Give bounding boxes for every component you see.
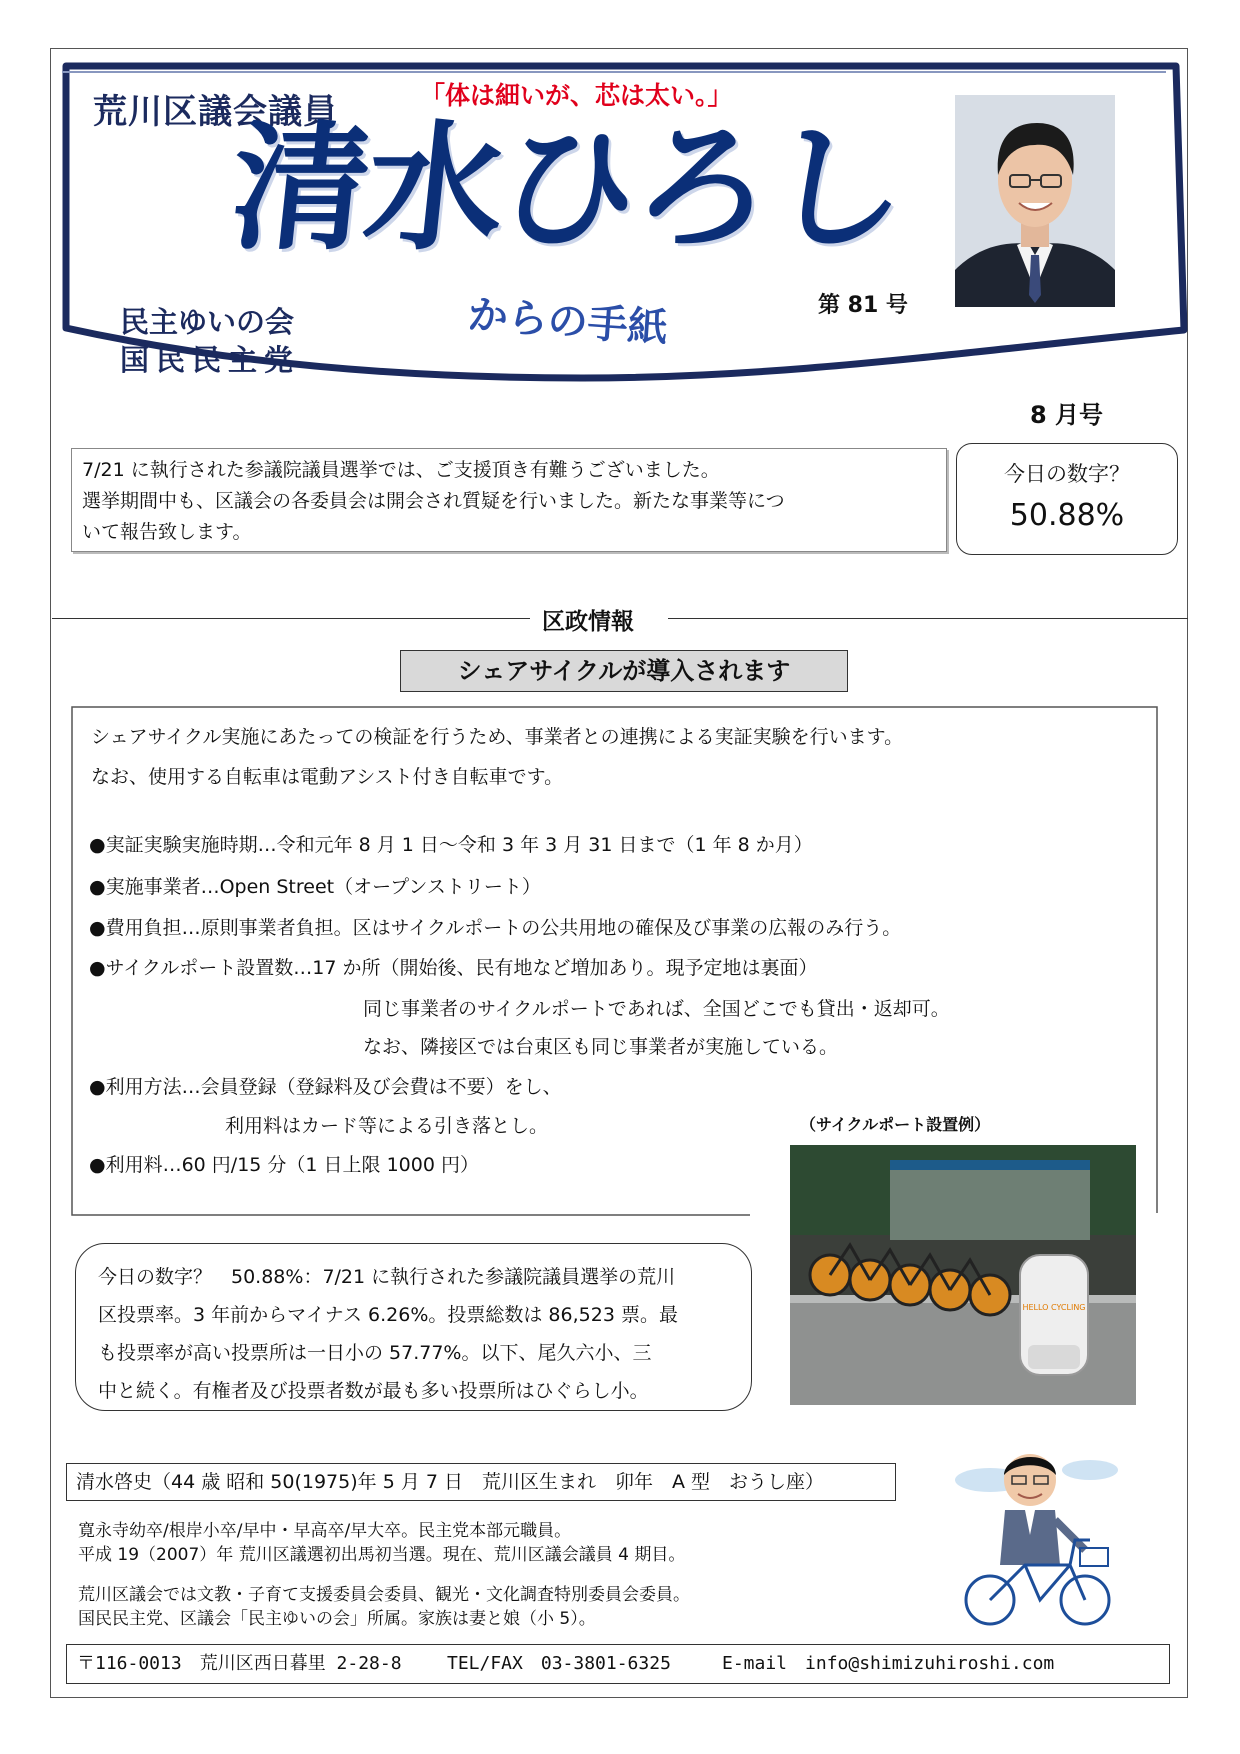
topic-heading: シェアサイクルが導入されます bbox=[400, 650, 848, 692]
list-item: ●実施事業者…Open Street（オープンストリート） bbox=[89, 876, 541, 898]
hello-cycling-sign: HELLO CYCLING bbox=[1022, 1303, 1086, 1312]
greeting-line: いて報告致します。 bbox=[82, 521, 252, 543]
party-name-1: 民主ゆいの会 bbox=[120, 305, 295, 339]
party-name-2: 国民民主党 bbox=[120, 343, 301, 377]
portrait-photo bbox=[955, 95, 1115, 307]
intro-line: なお、使用する自転車は電動アシスト付き自転車です。 bbox=[91, 766, 564, 788]
section-divider-left bbox=[52, 618, 530, 619]
list-subitem: 同じ事業者のサイクルポートであれば、全国どこでも貸出・返却可。 bbox=[363, 998, 950, 1020]
section-title: 区政情報 bbox=[534, 603, 642, 636]
profile-line: 寛永寺幼卒/根岸小卒/早中・早高卒/早大卒。民主党本部元職員。 bbox=[78, 1521, 572, 1541]
contact-bar bbox=[66, 1644, 1170, 1684]
todays-number-value: 50.88% bbox=[1009, 498, 1125, 533]
newsletter-title-name: 清水ひろし bbox=[223, 108, 911, 269]
intro-line: シェアサイクル実施にあたっての検証を行うため、事業者との連携による実証実験を行います。 bbox=[91, 726, 904, 748]
list-subitem: なお、隣接区では台東区も同じ事業者が実施している。 bbox=[363, 1036, 839, 1058]
todays-number-box bbox=[956, 443, 1178, 555]
facts-line: 今日の数字？ 50.88%：7/21 に執行された参議院議員選挙の荒川 bbox=[98, 1266, 676, 1288]
facts-line: 中と続く。有権者及び投票者数が最も多い投票所はひぐらし小。 bbox=[98, 1380, 649, 1402]
greeting-line: 選挙期間中も、区議会の各委員会は開会され質疑を行いました。新たな事業等につ bbox=[82, 490, 785, 512]
facts-line: 区投票率。3 年前からマイナス 6.26%。投票総数は 86,523 票。最 bbox=[98, 1304, 678, 1326]
list-item: ●利用方法…会員登録（登録料及び会費は不要）をし、 bbox=[89, 1076, 562, 1098]
list-item: ●実証実験実施時期…令和元年 8 月 1 日～令和 3 年 3 月 31 日まで（1 年 8 か月） bbox=[89, 834, 813, 856]
profile-line: 国民民主党、区議会「民主ゆいの会」所属。家族は妻と娘（小 5）。 bbox=[78, 1609, 596, 1629]
greeting-line: 7/21 に執行された参議院議員選挙では、ご支援頂き有難うございました。 bbox=[82, 459, 720, 481]
section-divider-right bbox=[668, 618, 1188, 619]
email-address[interactable]: E-mail info@shimizuhiroshi.com bbox=[722, 1653, 1055, 1674]
profile-line: 荒川区議会では文教・子育て支援委員会委員、観光・文化調査特別委員会委員。 bbox=[78, 1585, 690, 1605]
postal-address: 〒116-0013 荒川区西日暮里 2-28-8 bbox=[77, 1653, 402, 1674]
facts-box bbox=[75, 1243, 752, 1411]
profile-name: 清水啓史（44 歳 昭和 50(1975)年 5 月 7 日 荒川区生まれ 卯年 A 型 おうし座） bbox=[66, 1463, 896, 1501]
slogan: 「体は細いが、芯は太い。」 bbox=[420, 81, 733, 110]
cycle-port-photo bbox=[790, 1145, 1136, 1405]
facts-line: も投票率が高い投票所は一日小の 57.77%。以下、尾久六小、三 bbox=[98, 1342, 652, 1364]
list-subitem: 利用料はカード等による引き落とし。 bbox=[225, 1115, 549, 1137]
profile-line: 平成 19（2007）年 荒川区議選初出馬初当選。現在、荒川区議会議員 4 期目。 bbox=[78, 1545, 686, 1565]
tel-fax: TEL/FAX 03-3801-6325 bbox=[447, 1653, 671, 1674]
photo-caption: （サイクルポート設置例） bbox=[800, 1115, 991, 1134]
list-item: ●サイクルポート設置数…17 か所（開始後、民有地など増加あり。現予定地は裏面） bbox=[89, 957, 818, 979]
newsletter-subtitle: からの手紙 bbox=[466, 292, 670, 352]
issue-number: 第 81 号 bbox=[818, 293, 908, 318]
list-item: ●利用料…60 円/15 分（1 日上限 1000 円） bbox=[89, 1154, 479, 1176]
issue-month: 8 月号 bbox=[1030, 401, 1104, 429]
share-cycle-content bbox=[75, 710, 1157, 1218]
council-member-label: 荒川区議会議員 bbox=[93, 92, 338, 132]
greeting-box bbox=[71, 448, 947, 552]
cyclist-illustration bbox=[950, 1440, 1120, 1630]
list-item: ●費用負担…原則事業者負担。区はサイクルポートの公共用地の確保及び事業の広報のみ行う。 bbox=[89, 917, 902, 939]
todays-number-label: 今日の数字？ bbox=[1004, 462, 1130, 486]
